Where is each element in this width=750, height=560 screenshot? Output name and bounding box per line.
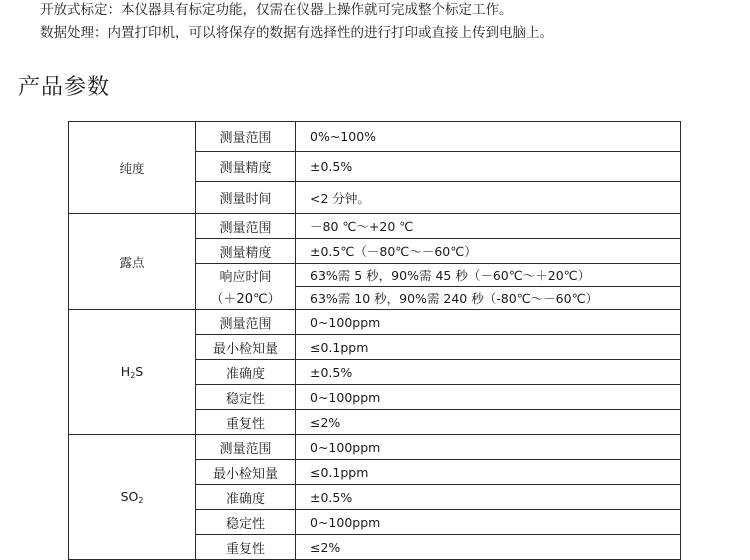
param-name: 准确度 <box>196 360 296 385</box>
param-name: 重复性 <box>196 535 296 560</box>
param-value: ≤0.1ppm <box>296 335 681 360</box>
param-name: 测量范围 <box>196 122 296 152</box>
param-value: ≤0.1ppm <box>296 460 681 485</box>
param-value: 63%需 10 秒，90%需 240 秒（-80℃～－60℃） <box>296 287 681 310</box>
param-value: ≤2% <box>296 410 681 435</box>
group-purity: 纯度 <box>69 122 196 214</box>
param-name: 最小检知量 <box>196 335 296 360</box>
param-value: 0~100ppm <box>296 385 681 410</box>
intro-data-processing-text: 数据处理：内置打印机，可以将保存的数据有选择性的进行打印或直接上传到电脑上。 <box>40 25 553 41</box>
group-h2s-main: H <box>120 364 131 379</box>
param-value: 0~100ppm <box>296 310 681 335</box>
param-name: 测量时间 <box>196 182 296 214</box>
param-value: 63%需 5 秒，90%需 45 秒（－60℃～＋20℃） <box>296 264 681 287</box>
product-parameters-table <box>68 121 681 560</box>
group-dewpoint: 露点 <box>69 214 196 310</box>
param-name: 稳定性 <box>196 510 296 535</box>
param-value: －80 ℃～+20 ℃ <box>296 214 681 239</box>
param-name: 测量精度 <box>196 239 296 264</box>
group-h2s-tail: S <box>135 364 144 379</box>
group-so2-subscript: 2 <box>138 496 144 505</box>
param-value: ±0.5℃（－80℃～－60℃） <box>296 239 681 264</box>
param-name: 测量范围 <box>196 310 296 335</box>
param-value: 0%~100% <box>296 122 681 152</box>
param-value: <2 分钟。 <box>296 182 681 214</box>
param-name: 测量范围 <box>196 214 296 239</box>
param-name: 最小检知量 <box>196 460 296 485</box>
param-value: ≤2% <box>296 535 681 560</box>
param-name: 响应时间 <box>196 264 296 287</box>
table-row <box>69 435 681 460</box>
table-row <box>69 122 681 152</box>
param-name: 准确度 <box>196 485 296 510</box>
group-h2s-subscript: 2 <box>130 371 136 380</box>
param-name: 测量范围 <box>196 435 296 460</box>
param-name: 测量精度 <box>196 152 296 182</box>
table-row <box>69 214 681 239</box>
param-name: 重复性 <box>196 410 296 435</box>
intro-calibration-text: 开放式标定：本仪器具有标定功能，仅需在仪器上操作就可完成整个标定工作。 <box>40 2 513 18</box>
param-name: 稳定性 <box>196 385 296 410</box>
param-value: ±0.5% <box>296 152 681 182</box>
group-so2 <box>69 435 196 560</box>
section-heading: 产品参数 <box>18 75 111 100</box>
table-row <box>69 310 681 335</box>
param-value: 0~100ppm <box>296 510 681 535</box>
param-value: 0~100ppm <box>296 435 681 460</box>
group-so2-main: SO <box>120 489 139 504</box>
group-h2s <box>69 310 196 435</box>
param-value: ±0.5% <box>296 360 681 385</box>
param-value: ±0.5% <box>296 485 681 510</box>
param-name: （＋20℃） <box>196 287 296 310</box>
